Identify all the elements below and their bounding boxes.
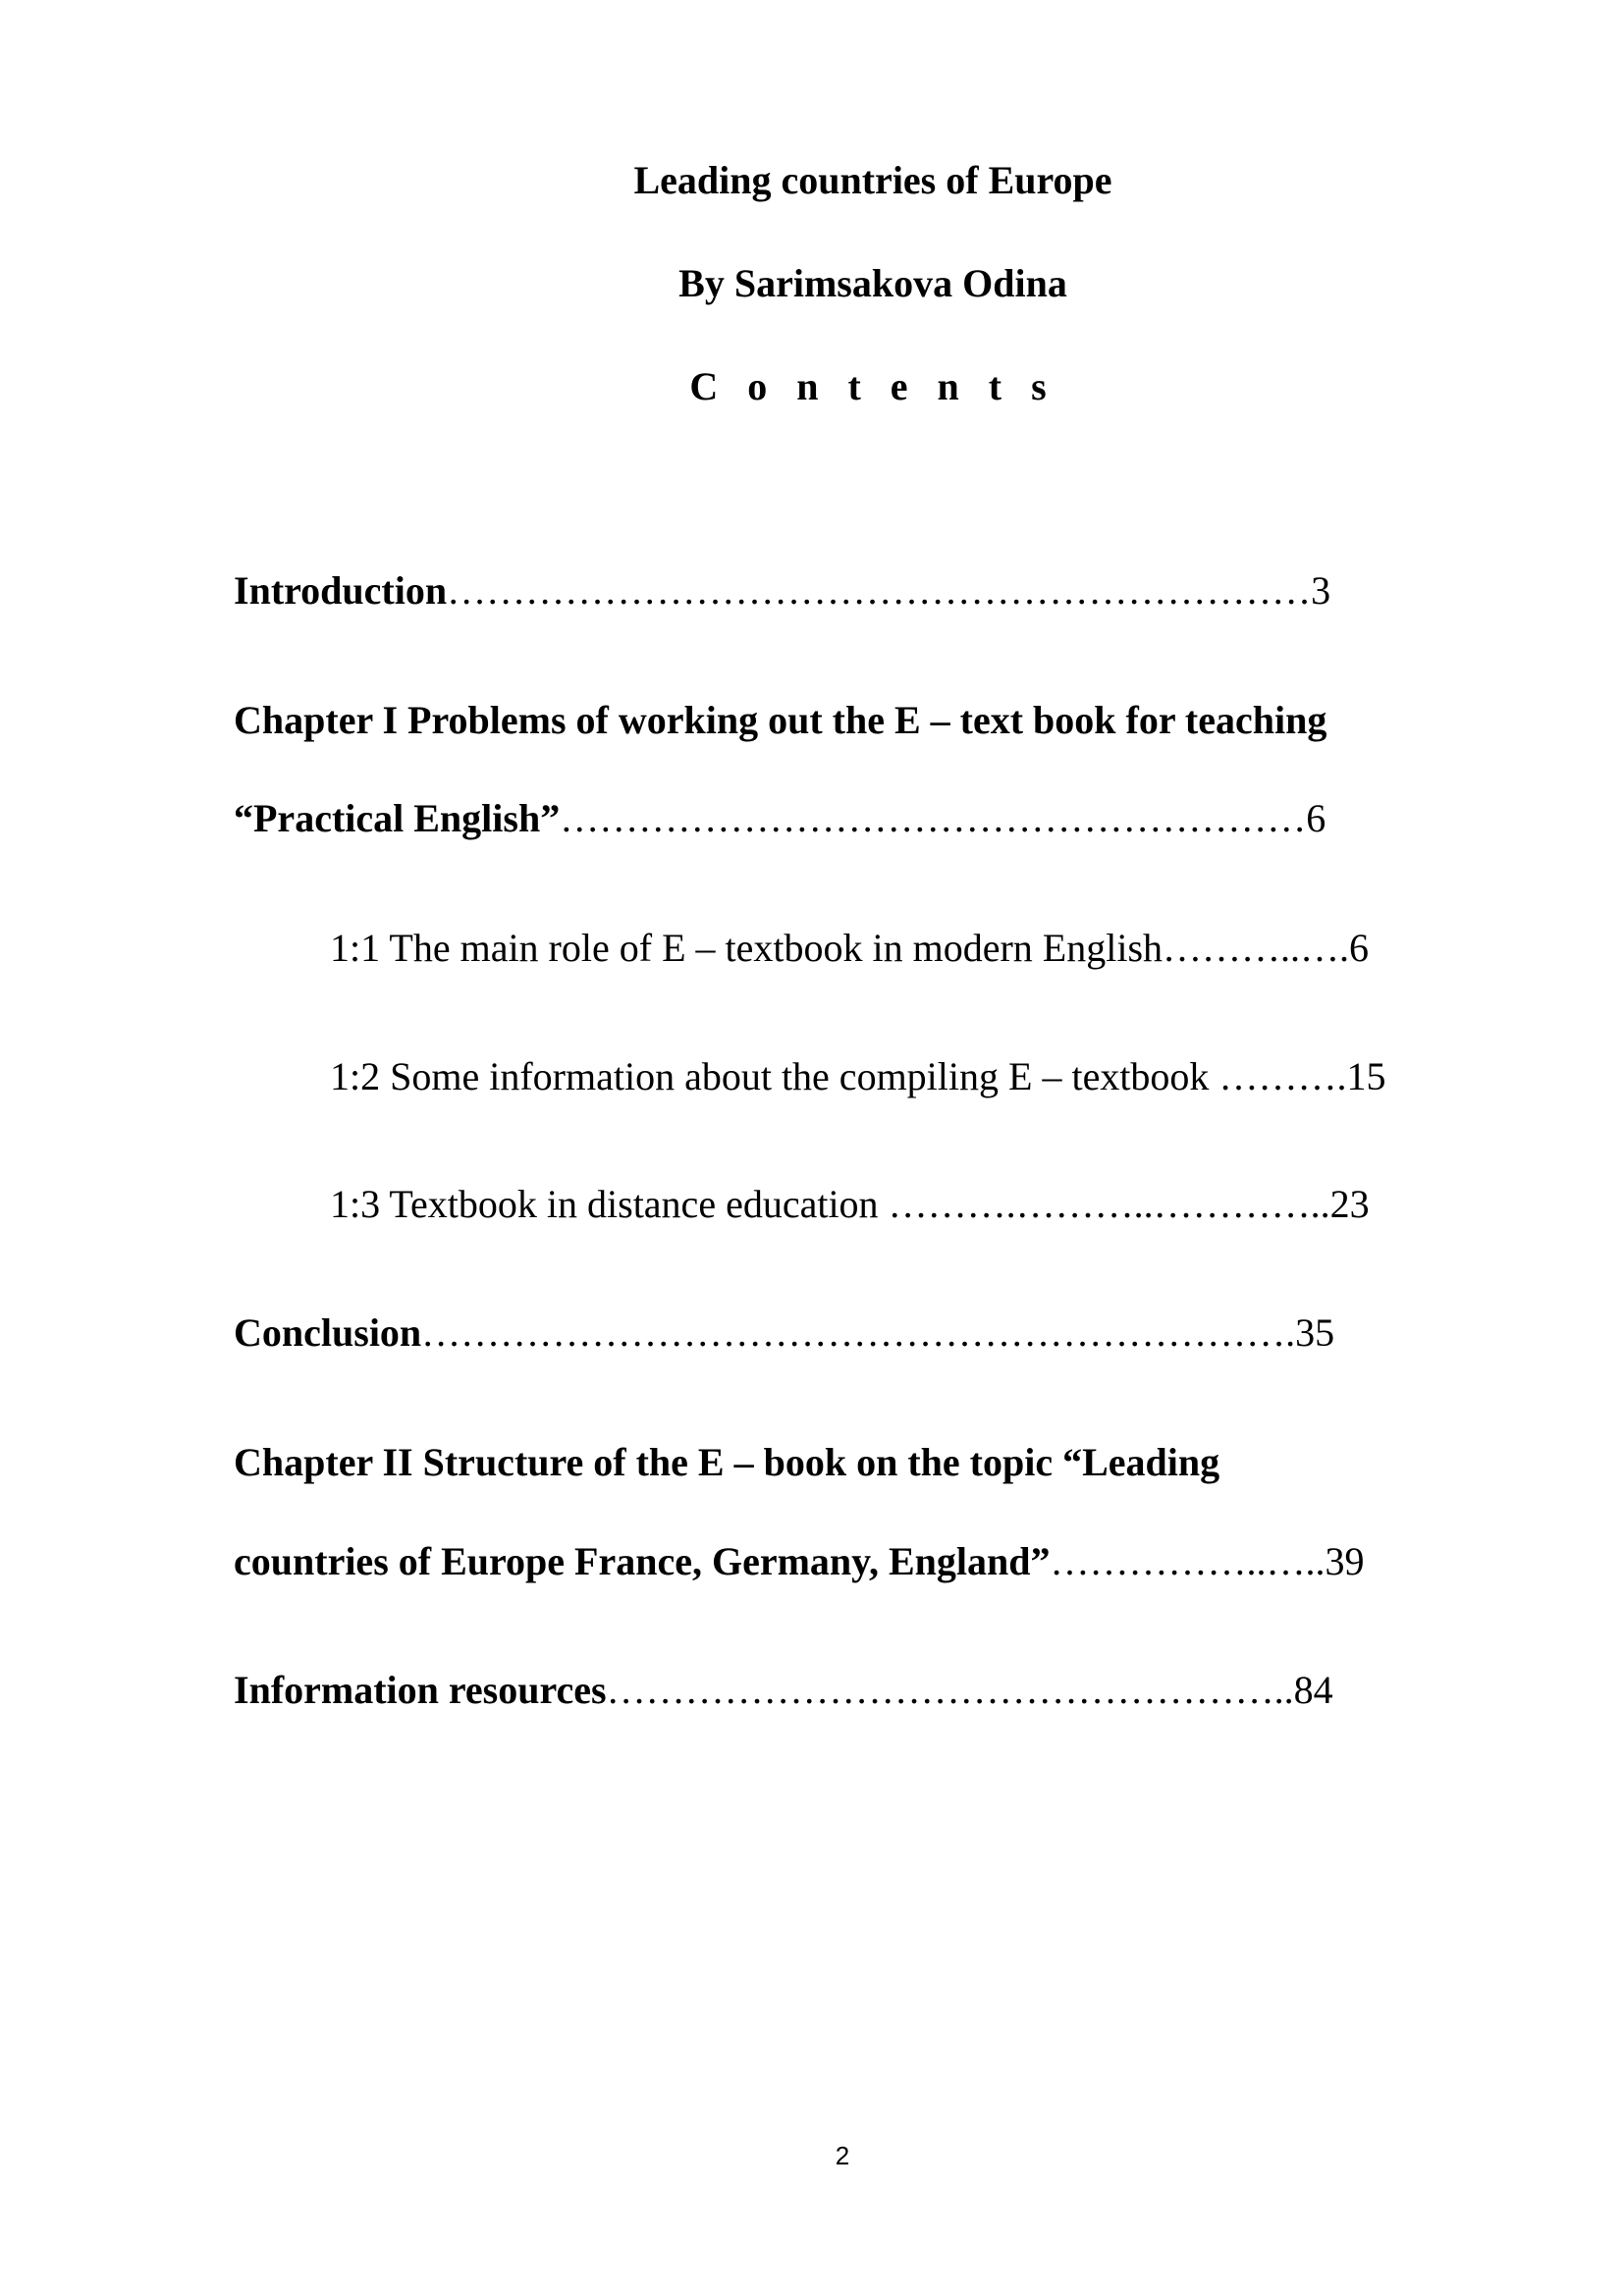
toc-entry-chapter-2-line-1: Chapter II Structure of the E – book on the topic “Leading (234, 1440, 1220, 1484)
toc-entry-label: “Practical English” (234, 796, 561, 840)
page-number: 2 (835, 2141, 850, 2170)
toc-leader-dots: …………………………………………….. (606, 1668, 1294, 1712)
toc-page-number: 35 (1295, 1310, 1335, 1355)
toc-leader-dots: ……….………..………….. (888, 1182, 1330, 1226)
toc-entry-label: countries of Europe France, Germany, England” (234, 1539, 1051, 1583)
toc-entry-information-resources (234, 1667, 1333, 1714)
toc-leader-dots: ………………………………………………… (560, 796, 1307, 840)
document-author: By Sarimsakova Odina (678, 261, 1067, 305)
toc-entry-label: 1:2 Some information about the compiling E – textbook (330, 1054, 1219, 1098)
toc-leader-dots: ……………..….. (1050, 1539, 1326, 1583)
toc-entry-label: 1:3 Textbook in distance education (330, 1182, 889, 1226)
toc-entry-label: Conclusion (234, 1310, 422, 1355)
toc-leader-dots: ………………………………………………………… (447, 568, 1312, 613)
toc-leader-dots: ………..…. (1163, 926, 1350, 970)
toc-page-number: 23 (1329, 1182, 1370, 1226)
toc-entry-section-1-3 (330, 1181, 1370, 1228)
toc-leader-dots: ………. (1218, 1054, 1347, 1098)
toc-page-number: 6 (1306, 796, 1326, 840)
toc-entry-introduction (234, 567, 1330, 614)
toc-entry-section-1-1 (330, 925, 1369, 972)
toc-page-number: 84 (1293, 1668, 1333, 1712)
toc-entry-chapter-2-line-2 (234, 1538, 1364, 1585)
toc-page-number: 15 (1346, 1054, 1386, 1098)
toc-entry-label: Introduction (234, 568, 448, 613)
toc-page-number: 39 (1325, 1539, 1365, 1583)
toc-entry-label: 1:1 The main role of E – textbook in modern English (330, 926, 1164, 970)
toc-entry-section-1-2 (330, 1053, 1385, 1100)
toc-page-number: 6 (1349, 926, 1370, 970)
toc-entry-label: Information resources (234, 1668, 607, 1712)
toc-entry-chapter-1-line-2 (234, 795, 1326, 842)
contents-heading: C o n t e n t s (689, 364, 1056, 408)
toc-leader-dots: …………………………………………………………. (421, 1310, 1296, 1355)
toc-entry-chapter-1-line-1: Chapter I Problems of working out the E – text book for teaching (234, 698, 1327, 742)
toc-page-number: 3 (1311, 568, 1331, 613)
document-title: Leading countries of Europe (633, 158, 1112, 202)
toc-entry-conclusion (234, 1309, 1334, 1357)
